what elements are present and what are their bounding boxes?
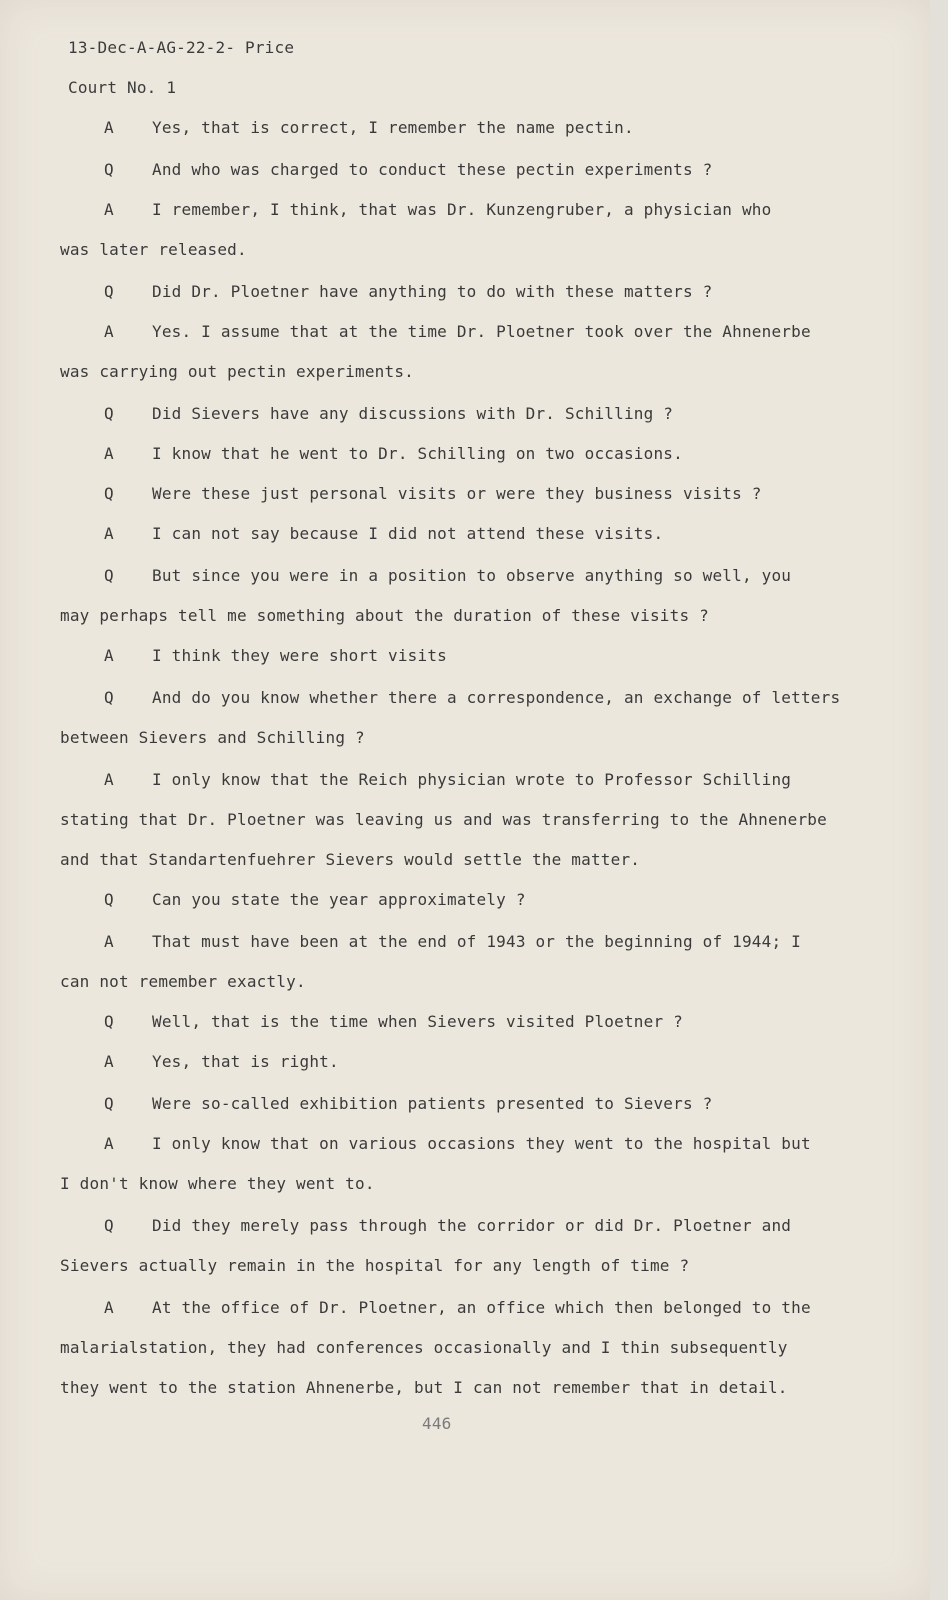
transcript-line: At the office of Dr. Ploetner, an office which then belonged to the [152,1298,811,1317]
speaker-q: Q [104,282,114,301]
transcript-line: I think they were short visits [152,646,447,665]
transcript-line: Did Sievers have any discussions with Dr. Schilling ? [152,404,674,423]
page-number: 446 [422,1414,452,1433]
speaker-a: A [104,118,114,137]
speaker-a: A [104,1298,114,1317]
speaker-a: A [104,1134,114,1153]
transcript-continuation: can not remember exactly. [60,972,306,991]
speaker-a: A [104,1052,114,1071]
speaker-a: A [104,932,114,951]
transcript-continuation: malarialstation, they had conferences occasionally and I thin subsequently [60,1338,788,1357]
scan-margin [930,0,948,1600]
transcript-continuation: and that Standartenfuehrer Sievers would settle the matter. [60,850,641,869]
speaker-q: Q [104,1012,114,1031]
transcript-line: I only know that the Reich physician wrote to Professor Schilling [152,770,792,789]
transcript-line: I only know that on various occasions they went to the hospital but [152,1134,811,1153]
transcript-continuation: Sievers actually remain in the hospital for any length of time ? [60,1256,690,1275]
court-label: Court No. 1 [68,78,177,97]
transcript-line: Can you state the year approximately ? [152,890,526,909]
transcript-line: I can not say because I did not attend these visits. [152,524,664,543]
transcript-continuation: was later released. [60,240,247,259]
transcript-line: And do you know whether there a correspondence, an exchange of letters [152,688,841,707]
transcript-line: I know that he went to Dr. Schilling on two occasions. [152,444,683,463]
document-id: 13-Dec-A-AG-22-2- Price [68,38,295,57]
transcript-line: Yes. I assume that at the time Dr. Ploetner took over the Ahnenerbe [152,322,811,341]
transcript-line: Did Dr. Ploetner have anything to do with these matters ? [152,282,713,301]
transcript-line: That must have been at the end of 1943 or the beginning of 1944; I [152,932,801,951]
speaker-q: Q [104,160,114,179]
transcript-line: Yes, that is correct, I remember the name pectin. [152,118,634,137]
speaker-a: A [104,646,114,665]
speaker-a: A [104,444,114,463]
transcript-line: I remember, I think, that was Dr. Kunzengruber, a physician who [152,200,772,219]
transcript-line: Well, that is the time when Sievers visited Ploetner ? [152,1012,683,1031]
speaker-a: A [104,322,114,341]
transcript-continuation: they went to the station Ahnenerbe, but I can not remember that in detail. [60,1378,788,1397]
speaker-q: Q [104,404,114,423]
transcript-line: Did they merely pass through the corridor or did Dr. Ploetner and [152,1216,792,1235]
transcript-continuation: between Sievers and Schilling ? [60,728,365,747]
transcript-line: Were these just personal visits or were they business visits ? [152,484,762,503]
speaker-q: Q [104,484,114,503]
speaker-q: Q [104,688,114,707]
transcript-line: Were so-called exhibition patients presented to Sievers ? [152,1094,713,1113]
speaker-q: Q [104,890,114,909]
transcript-line: But since you were in a position to observe anything so well, you [152,566,792,585]
speaker-a: A [104,770,114,789]
transcript-line: And who was charged to conduct these pectin experiments ? [152,160,713,179]
transcript-continuation: was carrying out pectin experiments. [60,362,414,381]
transcript-continuation: stating that Dr. Ploetner was leaving us and was transferring to the Ahnenerbe [60,810,827,829]
speaker-q: Q [104,1216,114,1235]
speaker-a: A [104,200,114,219]
speaker-q: Q [104,566,114,585]
speaker-q: Q [104,1094,114,1113]
transcript-continuation: I don't know where they went to. [60,1174,375,1193]
transcript-line: Yes, that is right. [152,1052,339,1071]
transcript-continuation: may perhaps tell me something about the duration of these visits ? [60,606,709,625]
speaker-a: A [104,524,114,543]
